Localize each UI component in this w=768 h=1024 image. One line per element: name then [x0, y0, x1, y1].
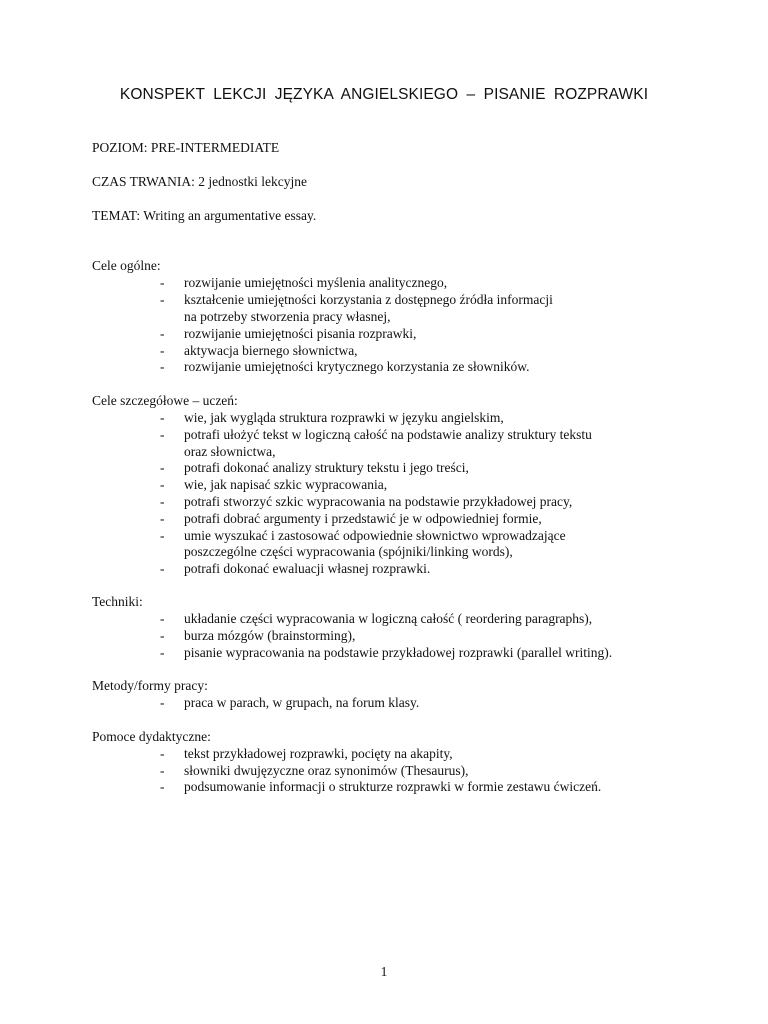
list-item	[92, 560, 712, 577]
list-item	[92, 745, 712, 762]
bullet-dash: -	[160, 763, 165, 778]
list-item-text: potrafi dobrać argumenty i przedstawić je w odpowiedniej formie,	[184, 511, 542, 526]
list-item-text: rozwijanie umiejętności pisania rozprawki,	[184, 326, 417, 341]
list-item-text: słowniki dwujęzyczne oraz synonimów (Thesaurus),	[184, 763, 469, 778]
list-item	[92, 409, 712, 426]
list-item	[92, 358, 712, 375]
list-item-text: wie, jak wygląda struktura rozprawki w języku angielskim,	[184, 410, 504, 425]
specific-goals-label: Cele szczegółowe – uczeń:	[92, 393, 238, 408]
level-line: POZIOM: PRE-INTERMEDIATE	[92, 140, 280, 155]
list-item	[92, 291, 712, 308]
bullet-dash: -	[160, 494, 165, 509]
list-item	[92, 778, 712, 795]
bullet-dash: -	[160, 528, 165, 543]
list-item-text: rozwijanie umiejętności krytycznego korzystania ze słowników.	[184, 359, 530, 374]
topic-line: TEMAT: Writing an argumentative essay.	[92, 208, 317, 223]
list-item-text: potrafi dokonać analizy struktury tekstu i jego treści,	[184, 460, 469, 475]
bullet-dash: -	[160, 477, 165, 492]
bullet-dash: -	[160, 410, 165, 425]
teaching-aids-label: Pomoce dydaktyczne:	[92, 729, 211, 744]
bullet-dash: -	[160, 427, 165, 442]
bullet-dash: -	[160, 326, 165, 341]
list-item	[92, 325, 712, 342]
list-item	[92, 426, 712, 443]
list-item-text: kształcenie umiejętności korzystania z dostępnego źródła informacji	[184, 292, 553, 307]
list-item-text: praca w parach, w grupach, na forum klasy.	[184, 695, 420, 710]
list-item-text: pisanie wypracowania na podstawie przykładowej rozprawki (parallel writing).	[184, 645, 613, 660]
list-item-continuation: na potrzeby stworzenia pracy własnej,	[184, 309, 391, 324]
list-item	[92, 627, 712, 644]
list-item	[92, 762, 712, 779]
list-item-text: rozwijanie umiejętności myślenia analitycznego,	[184, 275, 448, 290]
bullet-dash: -	[160, 292, 165, 307]
document-title: KONSPEKT LEKCJI JĘZYKA ANGIELSKIEGO – PISANIE ROZPRAWKI	[119, 86, 649, 103]
bullet-dash: -	[160, 275, 165, 290]
list-item	[92, 644, 712, 661]
list-item-text: podsumowanie informacji o strukturze rozprawki w formie zestawu ćwiczeń.	[184, 779, 602, 794]
bullet-dash: -	[160, 343, 165, 358]
list-item	[92, 459, 712, 476]
list-item-text: tekst przykładowej rozprawki, pocięty na akapity,	[184, 746, 453, 761]
bullet-dash: -	[160, 359, 165, 374]
bullet-dash: -	[160, 779, 165, 794]
list-item-text: burza mózgów (brainstorming),	[184, 628, 356, 643]
list-item-text: potrafi stworzyć szkic wypracowania na podstawie przykładowej pracy,	[184, 494, 573, 509]
bullet-dash: -	[160, 611, 165, 626]
techniques-label: Techniki:	[92, 594, 143, 609]
list-item	[92, 610, 712, 627]
list-item	[92, 342, 712, 359]
list-item	[92, 493, 712, 510]
list-item	[92, 274, 712, 291]
bullet-dash: -	[160, 628, 165, 643]
list-item-text: aktywacja biernego słownictwa,	[184, 343, 358, 358]
page-number: 1	[380, 964, 388, 979]
list-item-text: potrafi ułożyć tekst w logiczną całość na podstawie analizy struktury tekstu	[184, 427, 592, 442]
list-item-text: wie, jak napisać szkic wypracowania,	[184, 477, 388, 492]
bullet-dash: -	[160, 695, 165, 710]
bullet-dash: -	[160, 460, 165, 475]
list-item-text: potrafi dokonać ewaluacji własnej rozprawki.	[184, 561, 431, 576]
duration-line: CZAS TRWANIA: 2 jednostki lekcyjne	[92, 174, 307, 189]
bullet-dash: -	[160, 645, 165, 660]
list-item	[92, 694, 712, 711]
bullet-dash: -	[160, 746, 165, 761]
general-goals-label: Cele ogólne:	[92, 258, 161, 273]
list-item-text: umie wyszukać i zastosować odpowiednie słownictwo wprowadzające	[184, 528, 566, 543]
bullet-dash: -	[160, 511, 165, 526]
list-item	[92, 476, 712, 493]
list-item-text: układanie części wypracowania w logiczną całość ( reordering paragraphs),	[184, 611, 593, 626]
methods-label: Metody/formy pracy:	[92, 678, 208, 693]
list-item-continuation: oraz słownictwa,	[184, 444, 276, 459]
bullet-dash: -	[160, 561, 165, 576]
list-item	[92, 510, 712, 527]
list-item-continuation: poszczególne części wypracowania (spójniki/linking words),	[184, 544, 513, 559]
list-item	[92, 527, 712, 544]
